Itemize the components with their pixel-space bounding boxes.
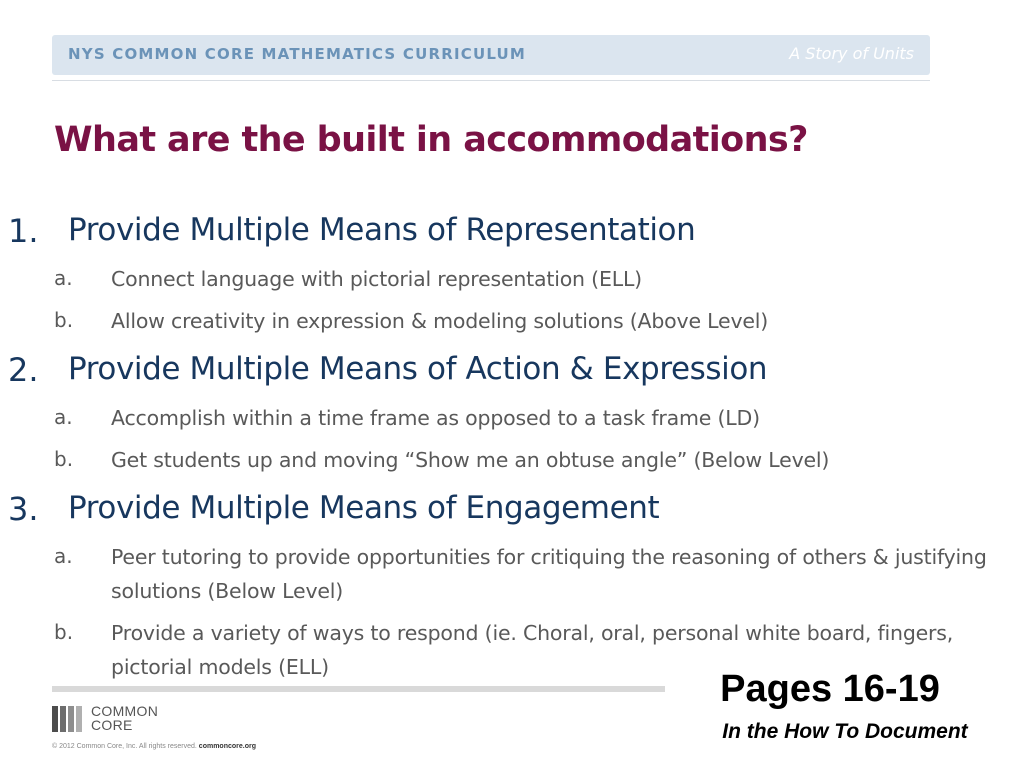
pages-callout-subtitle: In the How To Document [722, 720, 968, 743]
subitem-letter: a. [54, 405, 73, 429]
copyright-notice [52, 743, 256, 750]
subitem-text: Provide a variety of ways to respond (ie. Choral, oral, personal white board, fingers, pictorial models (ELL) [111, 621, 954, 679]
subitem-text: Get students up and moving “Show me an obtuse angle” (Below Level) [111, 448, 830, 472]
subitem-text: Peer tutoring to provide opportunities for critiquing the reasoning of others & justifying solutions (Below Level) [111, 545, 987, 603]
curriculum-label: NYS COMMON CORE MATHEMATICS CURRICULUM [68, 45, 527, 63]
subitem-text: Accomplish within a time frame as opposed to a task frame (LD) [111, 406, 760, 430]
common-core-logo-text [91, 704, 191, 732]
footer-divider [52, 686, 665, 692]
subitem-letter: b. [54, 308, 74, 332]
subitem-letter: a. [54, 266, 73, 290]
slide-title: What are the built in accommodations? [54, 120, 808, 160]
item-heading: Provide Multiple Means of Action & Expression [68, 351, 768, 387]
common-core-logo-icon [52, 706, 84, 732]
item-heading: Provide Multiple Means of Engagement [68, 490, 660, 526]
subitem-letter: a. [54, 544, 73, 568]
subitem-text: Allow creativity in expression & modeling solutions (Above Level) [111, 309, 769, 333]
subitem-letter: b. [54, 620, 74, 644]
copyright-text: © 2012 Common Core, Inc. All rights reserved. [52, 743, 197, 750]
copyright-site: commoncore.org [198, 743, 256, 750]
pages-callout-title: Pages 16-19 [720, 668, 940, 710]
header-bar [52, 35, 930, 75]
series-label: A Story of Units [789, 44, 914, 63]
item-number: 3. [8, 490, 39, 528]
item-number: 2. [8, 351, 39, 389]
item-number: 1. [8, 212, 39, 250]
item-heading: Provide Multiple Means of Representation [68, 212, 696, 248]
logo-line-2: CORE [91, 717, 133, 733]
subitem-text: Connect language with pictorial representation (ELL) [111, 267, 642, 291]
subitem-letter: b. [54, 447, 74, 471]
logo-line-1: COMMON [91, 703, 159, 719]
header-divider [52, 80, 930, 81]
